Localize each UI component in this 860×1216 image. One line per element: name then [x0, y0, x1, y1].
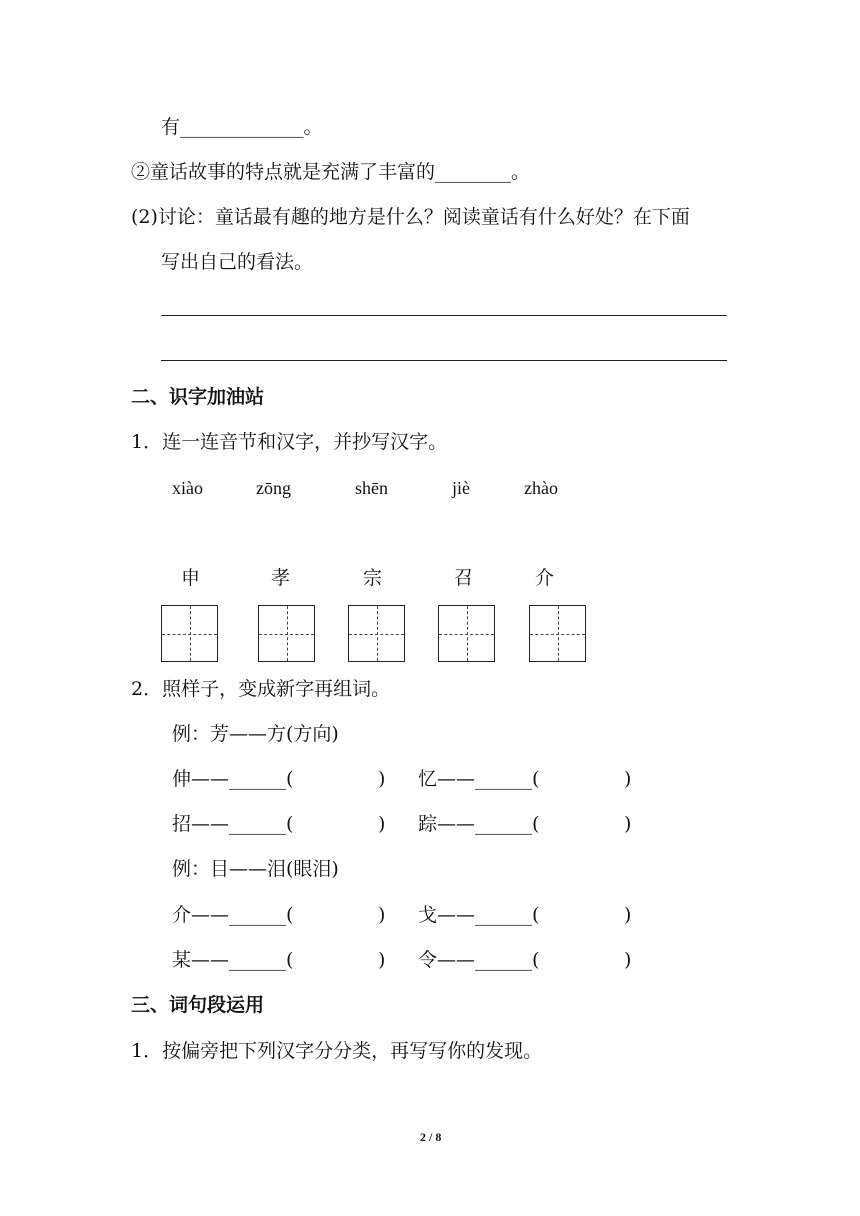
example-1: 例：芳——方(方向) — [172, 723, 339, 745]
hanzi-4: 召 — [454, 567, 474, 589]
writing-grid-2[interactable] — [258, 605, 315, 662]
pinyin-2: zōng — [256, 478, 291, 498]
answer-line-1[interactable] — [161, 315, 727, 316]
row-4-right: 令——______( — [418, 949, 540, 971]
q2-line-1: (2)讨论：童话最有趣的地方是什么？阅读童话有什么好处？在下面 — [131, 206, 690, 228]
page-number: 2 / 8 — [420, 1130, 442, 1144]
row-4-left-close: ) — [378, 949, 386, 971]
s2-question-1: 1．连一连音节和汉字，并抄写汉字。 — [131, 431, 448, 453]
row-3-left: 介——______( — [172, 904, 294, 926]
q1-fragment: 有_____________。 — [161, 116, 323, 138]
row-2-left-close: ) — [378, 813, 386, 835]
row-1-right-close: ) — [624, 768, 632, 790]
row-3-left-close: ) — [378, 904, 386, 926]
s2-question-2: 2．照样子，变成新字再组词。 — [131, 678, 391, 700]
q1-item-2: ②童话故事的特点就是充满了丰富的________。 — [131, 161, 531, 183]
answer-line-2[interactable] — [161, 360, 727, 361]
row-3-right: 戈——______( — [418, 904, 540, 926]
pinyin-1: xiào — [172, 478, 203, 498]
hanzi-3: 宗 — [363, 567, 383, 589]
row-4-left: 某——______( — [172, 949, 294, 971]
writing-grid-3[interactable] — [348, 605, 405, 662]
q2-line-2: 写出自己的看法。 — [161, 251, 314, 273]
pinyin-4: jiè — [452, 478, 470, 498]
row-2-right: 踪——______( — [418, 813, 540, 835]
row-2-left: 招——______( — [172, 813, 294, 835]
writing-grid-4[interactable] — [438, 605, 495, 662]
writing-grid-5[interactable] — [529, 605, 586, 662]
s3-question-1: 1．按偏旁把下列汉字分分类，再写写你的发现。 — [131, 1040, 543, 1062]
writing-grid-1[interactable] — [161, 605, 218, 662]
row-3-right-close: ) — [624, 904, 632, 926]
row-1-right: 忆——______( — [418, 768, 540, 790]
row-1-left-close: ) — [378, 768, 386, 790]
hanzi-5: 介 — [535, 567, 555, 589]
row-1-left: 伸——______( — [172, 768, 294, 790]
pinyin-3: shēn — [355, 478, 388, 498]
section-3-title: 三、词句段运用 — [131, 994, 265, 1016]
example-2: 例：目——泪(眼泪) — [172, 858, 339, 880]
hanzi-1: 申 — [181, 567, 201, 589]
pinyin-5: zhào — [524, 478, 558, 498]
row-2-right-close: ) — [624, 813, 632, 835]
hanzi-2: 孝 — [271, 567, 291, 589]
section-2-title: 二、识字加油站 — [131, 386, 265, 408]
row-4-right-close: ) — [624, 949, 632, 971]
